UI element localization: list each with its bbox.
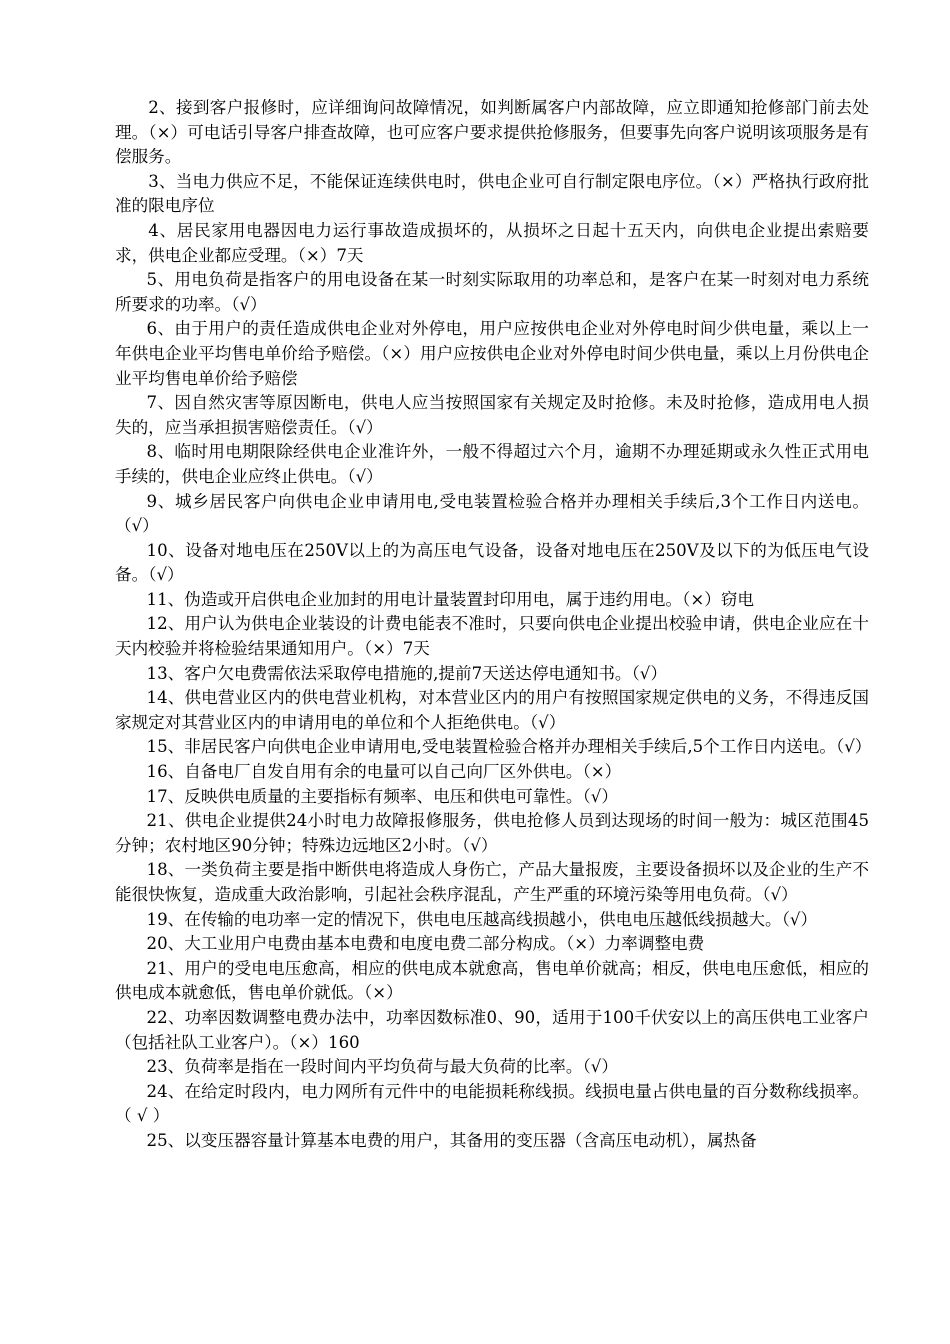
paragraph-4: 4、居民家用电器因电力运行事故造成损坏的，从损坏之日起十五天内，向供电企业提出索赔要求，供电企业都应受理。（×）7天 (115, 220, 869, 265)
document-page (115, 96, 880, 1154)
paragraph-14: 14、供电营业区内的供电营业机构，对本营业区内的用户有按照国家规定供电的义务，不得违反国家规定对其营业区内的申请用电的单位和个人拒绝供电。（√） (115, 688, 869, 732)
paragraph-21a: 21、供电企业提供24小时电力故障报修服务，供电抢修人员到达现场的时间一般为：城区范围45分钟；农村地区90分钟；特殊边远地区2小时。（√） (115, 811, 869, 855)
paragraph-3: 3、当电力供应不足，不能保证连续供电时，供电企业可自行制定限电序位。（×）严格执行政府批准的限电序位 (115, 171, 869, 216)
paragraph-16: 16、自备电厂自发自用有余的电量可以自己向厂区外供电。（×） (146, 762, 622, 782)
paragraph-17: 17、反映供电质量的主要指标有频率、电压和供电可靠性。（√） (146, 786, 618, 806)
paragraph-19: 19、在传输的电功率一定的情况下，供电电压越高线损越小，供电电压越低线损越大。（√） (146, 909, 818, 929)
paragraph-5: 5、用电负荷是指客户的用电设备在某一时刻实际取用的功率总和，是客户在某一时刻对电力系统所要求的功率。（√） (115, 270, 869, 314)
paragraph-2: 2、接到客户报修时，应详细询问故障情况，如判断属客户内部故障，应立即通知抢修部门前去处理。（×）可电话引导客户排查故障，也可应客户要求提供抢修服务，但要事先向客户说明该项服务是有偿服务。 (115, 98, 869, 167)
paragraph-24: 24、在给定时段内，电力网所有元件中的电能损耗称线损。线损电量占供电量的百分数称线损率。 （ √ ） (115, 1081, 880, 1126)
paragraph-13: 13、客户欠电费需依法采取停电措施的,提前7天送达停电通知书。（√） (146, 663, 667, 683)
paragraph-10: 10、设备对地电压在250V以上的为高压电气设备，设备对地电压在250V及以下的为低压电气设备。（√） (115, 540, 869, 585)
paragraph-8: 8、临时用电期限除经供电企业准许外，一般不得超过六个月，逾期不办理延期或永久性正式用电手续的，供电企业应终止供电。（√） (115, 442, 869, 486)
paragraph-7: 7、因自然灾害等原因断电，供电人应当按照国家有关规定及时抢修。未及时抢修，造成用电人损失的，应当承担损害赔偿责任。（√） (115, 393, 869, 437)
paragraph-12: 12、用户认为供电企业装设的计费电能表不准时，只要向供电企业提出校验申请，供电企业应在十天内校验并将检验结果通知用户。（×）7天 (115, 614, 869, 659)
paragraph-22: 22、功率因数调整电费办法中，功率因数标准0、90，适用于100千伏安以上的高压供电工业客户（包括社队工业客户）。（×）160 (115, 1007, 869, 1052)
paragraph-18: 18、一类负荷主要是指中断供电将造成人身伤亡，产品大量报废，主要设备损坏以及企业的生产不能很快恢复，造成重大政治影响，引起社会秩序混乱，产生严重的环境污染等用电负荷。（√） (115, 860, 869, 904)
paragraph-11: 11、伪造或开启供电企业加封的用电计量装置封印用电，属于违约用电。（×）窃电 (146, 589, 755, 609)
paragraph-23: 23、负荷率是指在一段时间内平均负荷与最大负荷的比率。（√） (146, 1057, 618, 1077)
paragraph-6: 6、由于用户的责任造成供电企业对外停电，用户应按供电企业对外停电时间少供电量，乘以上一年供电企业平均售电单价给予赔偿。（×）用户应按供电企业对外停电时间少供电量，乘以上月份供电企业平均售电单价给予赔偿 (115, 319, 869, 388)
paragraph-20: 20、大工业用户电费由基本电费和电度电费二部分构成。（×）力率调整电费 (146, 934, 705, 954)
paragraph-21b: 21、用户的受电电压愈高，相应的供电成本就愈高，售电单价就高；相反，供电电压愈低，相应的供电成本就愈低，售电单价就低。（×） (115, 958, 869, 1003)
paragraph-25: 25、以变压器容量计算基本电费的用户，其备用的变压器（含高压电动机），属热备 (146, 1130, 757, 1150)
paragraph-15: 15、非居民客户向供电企业申请用电,受电装置检验合格并办理相关手续后,5个工作日内送电。（√） (146, 737, 872, 757)
paragraph-9: 9、城乡居民客户向供电企业申请用电,受电装置检验合格并办理相关手续后,3个工作日内送电。（√） (115, 491, 869, 536)
